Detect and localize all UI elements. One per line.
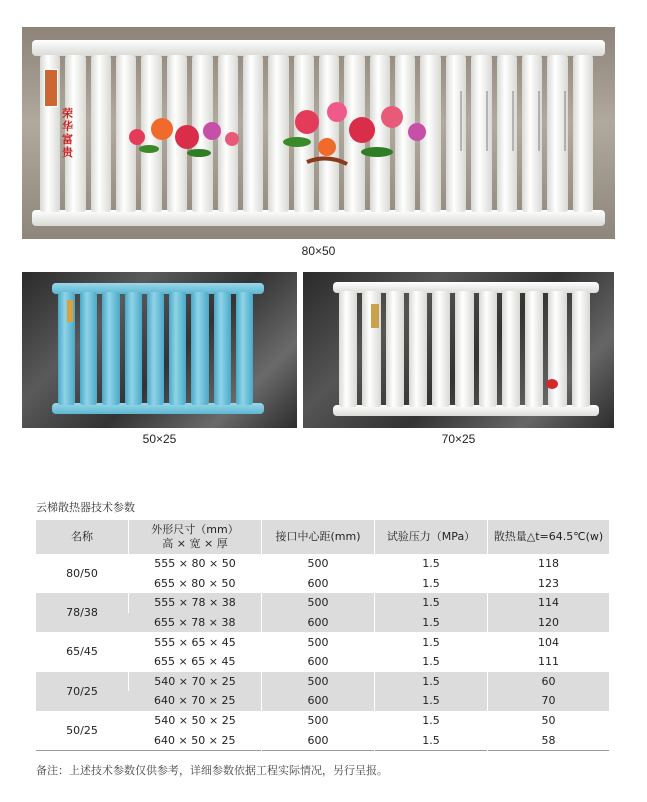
radiator-tube: [455, 291, 473, 407]
red-emblem: [546, 379, 558, 389]
table-row: [36, 672, 609, 692]
cell-center: 600: [262, 652, 375, 672]
cell-heat: 58: [488, 730, 610, 750]
product-tag: [371, 304, 379, 328]
cell-size: 540 × 70 × 25: [129, 672, 262, 692]
cell-pressure: 1.5: [375, 672, 488, 692]
cell-center: 600: [262, 574, 375, 594]
cell-center: 500: [262, 632, 375, 652]
cell-pressure: 1.5: [375, 554, 488, 574]
product-tag: [67, 300, 73, 322]
photo-caption-70x25: 70×25: [441, 432, 476, 446]
cell-pressure: 1.5: [375, 632, 488, 652]
table-row: [36, 632, 609, 652]
photo-caption-50x25: 50×25: [142, 432, 177, 446]
header-size-line2: 高 × 宽 × 厚: [162, 537, 228, 550]
cell-heat: 60: [488, 672, 610, 692]
radiator-tube: [502, 291, 520, 407]
footnote: 备注：上述技术参数仅供参考，详细参数依据工程实际情况，另行呈报。: [36, 764, 388, 777]
header-size-line1: 外形尺寸（mm）: [151, 523, 239, 536]
cell-center: 600: [262, 730, 375, 750]
cell-pressure: 1.5: [375, 711, 488, 731]
cell-size: 655 × 78 × 38: [129, 613, 262, 633]
model-name: 78/38: [36, 593, 129, 632]
header-name: 名称: [36, 520, 129, 554]
cell-size: 655 × 80 × 50: [154, 576, 236, 590]
model-name: 70/25: [36, 672, 129, 711]
radiator-tube: [548, 291, 566, 407]
table-row: [36, 554, 609, 574]
radiator-tube: [339, 291, 357, 407]
radiator-label: 荣华富贵: [62, 107, 73, 159]
cell-size: 555 × 65 × 45: [129, 632, 262, 652]
radiator-tube: [102, 292, 119, 405]
peony-flowers-center: [267, 92, 447, 172]
peony-flowers-left: [117, 107, 247, 167]
radiator-photo-70x25: [303, 272, 614, 428]
cell-heat: 70: [488, 691, 610, 711]
header-pressure: 试验压力（MPa）: [375, 520, 488, 554]
radiator-tube: [191, 292, 208, 405]
table-header-row: [36, 520, 609, 554]
radiator-tube: [386, 291, 404, 407]
radiator-tube: [91, 55, 111, 212]
header-heat: 散热量△t=64.5℃(w): [488, 520, 610, 554]
radiator-tube: [409, 291, 427, 407]
cell-pressure: 1.5: [375, 613, 488, 633]
cell-center: 600: [262, 691, 375, 711]
model-name: 80/50: [66, 567, 98, 581]
radiator-tube: [573, 55, 593, 212]
radiator-tube: [147, 292, 164, 405]
cell-center: 500: [262, 672, 375, 692]
cell-heat: 111: [488, 652, 610, 672]
model-name: 65/45: [66, 645, 98, 659]
cell-pressure: 1.5: [375, 574, 488, 594]
cell-heat: 118: [488, 554, 610, 574]
cell-pressure: 1.5: [375, 730, 488, 750]
table-row: [36, 711, 609, 731]
spec-table: [36, 520, 609, 751]
radiator-tube: [214, 292, 231, 405]
table-body: [36, 554, 609, 750]
cell-pressure: 1.5: [375, 593, 488, 613]
product-tag: [44, 69, 58, 107]
model-name: 50/25: [66, 723, 98, 737]
cell-heat: 114: [488, 593, 610, 613]
header-size: [129, 520, 262, 554]
table-row: [36, 593, 609, 613]
radiator-tube: [125, 292, 142, 405]
cell-heat: 123: [488, 574, 610, 594]
radiator-tube: [80, 292, 97, 405]
radiator-tube: [479, 291, 497, 407]
poem-text: [454, 91, 574, 151]
radiator-photo-80x50: [22, 27, 615, 239]
radiator-tube: [432, 291, 450, 407]
radiator-tube: [572, 291, 590, 407]
cell-heat: 120: [488, 613, 610, 633]
cell-size: 655 × 65 × 45: [154, 655, 236, 669]
cell-size: 540 × 50 × 25: [129, 711, 262, 731]
bottom-rail: [32, 210, 605, 226]
cell-center: 600: [262, 613, 375, 633]
cell-center: 500: [262, 554, 375, 574]
cell-center: 500: [262, 593, 375, 613]
header-center: 接口中心距(mm): [262, 520, 375, 554]
cell-heat: 104: [488, 632, 610, 652]
photo-caption-80x50: 80×50: [301, 244, 336, 258]
top-rail: [32, 40, 605, 56]
radiator-tube: [236, 292, 253, 405]
cell-size: 555 × 80 × 50: [129, 554, 262, 574]
cell-heat: 50: [488, 711, 610, 731]
cell-size: 640 × 70 × 25: [129, 691, 262, 711]
cell-size: 555 × 78 × 38: [129, 593, 262, 613]
cell-size: 640 × 50 × 25: [154, 733, 236, 747]
radiator-photo-50x25: [22, 272, 297, 428]
radiator-tube: [525, 291, 543, 407]
table-title: 云梯散热器技术参数: [36, 501, 135, 514]
cell-pressure: 1.5: [375, 652, 488, 672]
cell-center: 500: [262, 711, 375, 731]
cell-pressure: 1.5: [375, 691, 488, 711]
radiator-tube: [169, 292, 186, 405]
